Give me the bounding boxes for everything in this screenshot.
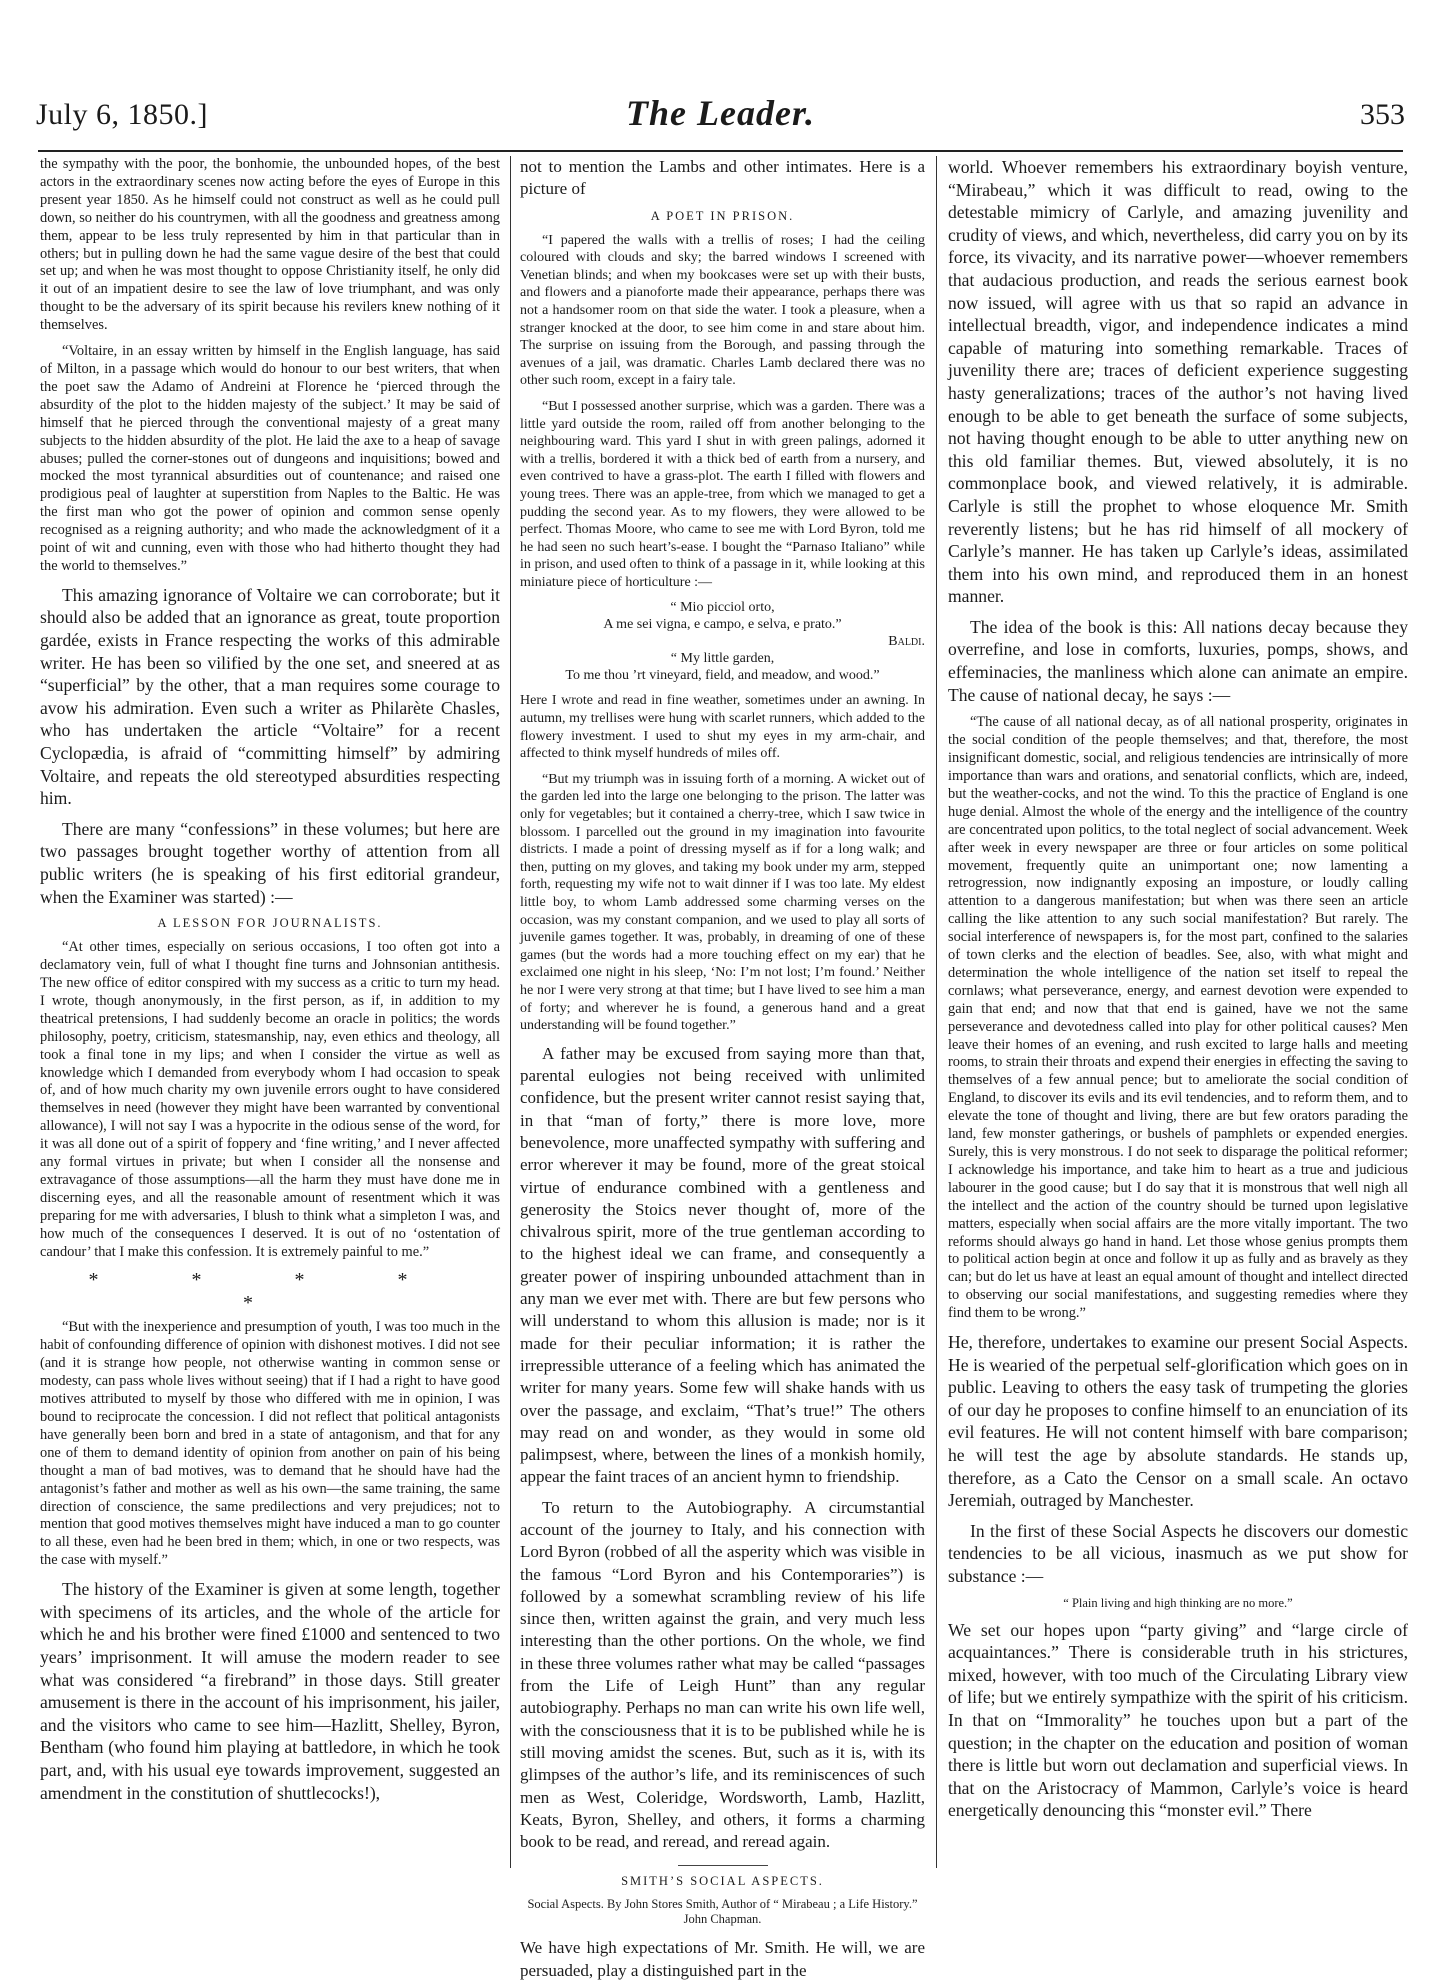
verse-line: “ My little garden, bbox=[670, 651, 775, 667]
quoted-passage: “At other times, especially on serious occasions, I too often got into a declamatory vein, full of what I thought fine turns and Johnsonian antithesis. The new office of editor conspired with my success as a critic to turn my head. I wrote, though anonymously, in the first person, as if, in addition to my theatrical pretensions, I had suddenly become an oracle in politics; the words philosophy, poetry, criticism, statesmanship, nay, even ethics and theology, all took a final tone in my lips; and when I consider the virtue as well as knowledge which I demanded from everybody whom I had occasion to speak of, and of how much charity my own juvenile errors ought to have considered themselves in need (however they might have been warranted by conventional allowance), I will not say I was a hypocrite in the odious sense of the word, for it was all done out of a spirit of foppery and ‘fine writing,’ and I never affected any formal virtues in private; but when I consider all the nonsense and extravagance of those assumptions—all the harm they must have done me in discerning eyes, and all the reasonable amount of resentment which it was preparing for me with adversaries, I blush to think what a simpleton I was, and how much of the consequences I deserved. It is out of no ‘ostentation of candour’ that I make this confession. It is extremely painful to me.” bbox=[40, 939, 500, 1260]
masthead-title: The Leader. bbox=[626, 93, 815, 133]
body-paragraph: We set our hopes upon “party giving” and “large circle of acquaintances.” There is considerable truth in his strictures, mixed, however, with too much of the Circulating Library view of life; but we entirely sympathize with the spirit of his criticism. In that on “Immorality” he touches upon but a part of the question; in the chapter on the education and position of woman there is little but worn out declamation and superficial views. In that on the Aristocracy of Mammon, Carlyle’s voice is heard energetically denouncing this “monster evil.” There bbox=[948, 1619, 1408, 1821]
quoted-passage: Here I wrote and read in fine weather, sometimes under an awning. In autumn, my trellises were hung with scarlet runners, which added to the flowery investment. I used to shut my eyes in my arm-chair, and affected to think myself hundreds of miles off. bbox=[520, 693, 925, 762]
header-rule bbox=[38, 150, 1403, 152]
quoted-passage: the sympathy with the poor, the bonhomie, the unbounded hopes, of the best actors in the extraordinary scenes now acting before the eyes of Europe in this present year 1850. As he himself could not construct as well as he could pull down, so neither do his countrymen, with all the goodness and greatness among them, appear to be less truly represented by him in that particular than in others; but in pulling down he had the same vague desire of the best that could set up; and when he was most thought to oppose Christianity itself, he only did it out of an impatient desire to see the law of love triumphant, and was only thought to be the adversary of its spirit because his revilers knew nothing of it themselves. bbox=[40, 156, 500, 334]
body-paragraph: There are many “confessions” in these volumes; but here are two passages brought together worthy of attention from all public writers (he is speaking of his first editorial grandeur, when the Examiner was started) :— bbox=[40, 818, 500, 907]
verse-block bbox=[520, 599, 925, 684]
body-paragraph: world. Whoever remembers his extraordinary boyish venture, “Mirabeau,” which it was difficult to read, owing to the detestable mimicry of Carlyle, and amazing juvenility and crudity of views, and which, nevertheless, did carry you on by its force, its vivacity, and its narrative power—whoever remembers that audacious production, and reads the serious earnest book now issued, will agree with us that so rapid an advance in intellectual breadth, vigor, and independence indicates a mind capable of maturing into something remarkable. Traces of juvenility there are; traces of deficient experience suggesting hasty generalizations; traces of the author’s not having lived enough to be able to get beneath the surface of some subjects, not having thought enough to be able to utter anything new on this old familiar themes. But, viewed absolutely, it is no commonplace book, and viewed relatively, it is admirable. Carlyle is still the prophet to whose eloquence Mr. Smith reverently listens; but he has rid himself of all mockery of Carlyle’s manner. He has taken up Carlyle’s ideas, assimilated them into his own mind, and reproduced them in an honest manner. bbox=[948, 157, 1408, 607]
body-paragraph: We have high expectations of Mr. Smith. He will, we are persuaded, play a distinguished part in the bbox=[520, 1938, 925, 1980]
page-number: 353 bbox=[1360, 98, 1405, 131]
body-paragraph: In the first of these Social Aspects he discovers our domestic tendencies to be all vicious, inasmuch as we put show for substance :— bbox=[948, 1520, 1408, 1586]
section-heading: A POET IN PRISON. bbox=[650, 208, 795, 223]
body-paragraph: This amazing ignorance of Voltaire we can corroborate; but it should also be added that an ignorance as great, toute proportion gardée, exists in France respecting the works of this admirable writer. He has been so vilified by the one set, and sneered at as “superficial” by the other, that a man requires some courage to avow his admiration. Even such a writer as Philarète Chasles, who has undertaken the article “Voltaire” for a recent Cyclopædia, is afraid of “committing himself” by admiring Voltaire, and repeats the old stereotyped absurdities respecting him. bbox=[40, 584, 500, 809]
column-1 bbox=[40, 156, 500, 1868]
quoted-passage: “Voltaire, in an essay written by himself in the English language, has said of Milton, in a passage which would do honour to our best writers, that when the poet saw the Adamo of Andreini at Florence he ‘pierced through the absurdity of the plot to the hidden majesty of the subject.’ It may be said of himself that he pierced through the conventional majesty of a great many subjects to the hidden absurdity of the plot. He laid the axe to a heap of savage abuses; pulled the corner-stones out of dungeons and inquisitions; bowed and mocked the most tyrannical absurdities out of countenance; and raised one prodigious peal of laughter at superstition from Naples to the Baltic. He was the first man who got the power of opinion and common sense openly recognised as a reigning authority; and who made the acknowledgment of it a point of wit and cunning, even with those who had hitherto thought they had the world to themselves.” bbox=[40, 343, 500, 574]
body-paragraph: not to mention the Lambs and other intimates. Here is a picture of bbox=[520, 157, 925, 199]
section-divider bbox=[678, 1865, 768, 1866]
quoted-passage: “But my triumph was in issuing forth of a morning. A wicket out of the garden led into the large one belonging to the prison. The latter was only for vegetables; but it contained a cherry-tree, which I saw twice in blossom. I parcelled out the ground in my imagination into favourite districts. I made a point of dressing myself as if for a long walk; and then, putting on my gloves, and taking my book under my arm, stepped forth, requesting my wife not to wait dinner if I was too late. My eldest little boy, to whom Lamb addressed some charming verses on the occasion, was my constant companion, and we used to play all sorts of juvenile games together. It was, probably, in dreaming of one of these games (but the words had a more touching effect on my ear) that he exclaimed one night in his sleep, ‘No: I’m not lost; I’m found.’ Neither he nor I were very strong at that time; but I have lived to see him a man of forty; and wherever he is found, a generous hand and a great understanding will be found together.” bbox=[520, 771, 925, 1034]
review-heading: SMITH’S SOCIAL ASPECTS. bbox=[621, 1874, 824, 1889]
verse-line: “ Mio picciol orto, bbox=[670, 600, 775, 616]
body-paragraph: A father may be excused from saying more than that, parental eulogies not being received with unlimited confidence, but the present writer cannot resist saying that, in that “man of forty,” there is more love, more benevolence, more unaffected sympathy with suffering and error wherever it may be found, more of the great stoical virtue of endurance combined with a gentleness and generosity the Stoics never thought of, more of the chivalrous spirit, more of the true gentleman according to to the highest ideal we can frame, and consequently a greater power of inspiring unbounded attachment than in any man we ever met with. There are but few persons who will understand to whom this allusion is made; nor is it made for their peculiar information; it is rather the irrepressible utterance of a feeling which has animated the writer for many years. Some few will shake hands with us over the passage, and exclaim, “That’s true!” The others may read on and wonder, as they would in some old palimpsest, where, between the lines of a monkish homily, appear the faint traces of an ancient hymn to friendship. bbox=[520, 1043, 925, 1487]
body-paragraph: To return to the Autobiography. A circumstantial account of the journey to Italy, and his connection with Lord Byron (robbed of all the asperity which was visible in the famous “Lord Byron and his Contemporaries”) is followed by a somewhat scrambling review of his life since then, written against the grain, and very much less interesting than the other portions. On the whole, we find in these three volumes rather what may be called “passages from the Life of Leigh Hunt” than any regular autobiography. Perhaps no man can write his own life well, with the consciousness that it is to be published while he is still moving amidst the scenes. But, such as it is, with its glimpses of the author’s life, and its reminiscences of such men as West, Coleridge, Wordsworth, Lamb, Hazlitt, Keats, Byron, Shelley, and others, it forms a charming book to be read, and reread, and reread again. bbox=[520, 1497, 925, 1852]
column-3 bbox=[948, 156, 1408, 1868]
column-divider-1 bbox=[510, 156, 511, 1868]
verse-line: A me sei vigna, e campo, e selva, e prato.” bbox=[603, 617, 842, 633]
verse-line: To me thou ’rt vineyard, field, and meadow, and wood.” bbox=[565, 668, 880, 684]
quoted-passage: “The cause of all national decay, as of all national prosperity, originates in the social condition of the people themselves; and that, therefore, the most insignificant domestic, social, and religious tendencies are intrinsically of more importance than wars and orations, and senatorial conflicts, which are, indeed, but the weather-cocks, and not the wind. To this the practice of England is one huge denial. Almost the whole of the energy and the intelligence of the country are concentrated upon politics, to the total neglect of social advancement. Week after week in every newspaper are three or four articles on some political movement, frequently quite an unimportant one; now lamenting a retrogression, now indignantly exposing an imposture, or loudly calling attention to a dangerous manifestation; but when was there seen an article calling the like attention to any such social manifestation? But rarely. The social interference of newspapers is, for the most part, confined to the salaries of town clerks and the election of beadles. See, also, with what might and determination the whole intelligence of the nation set itself to repeal the cornlaws; what perseverance, energy, and earnest devotion were expended to gain that end; and now that that end is gained, have we not the same perseverance and devotedness called into play for other political causes? Men leave their homes of an evening, and rush excited to large halls and meeting rooms, to strain their throats and expend their energies in effecting the saving to themselves of a few annual pence; but to ameliorate the social condition of England, to discover its evils and its evil tendencies, and to reform them, and to elevate the tone of thought and living, there are but few orators parading the land, few monster gatherings, or bushels of pamphlets or expended energies. Surely, this is very monstrous. I do not seek to disparage the political reformer; I acknowledge his importance, and take him to heart as a true and judicious labourer in the good cause; but I do say that it is monstrous that well nigh all the intellect and the action of the country should be turned upon legislative matters, especially when social affairs are the more vitally important. The two reforms should always go hand in hand. Let those whose genius prompts them to political action begin at once and follow it up as fully and as bravely as they can; but do let us have at least an equal amount of thought and intellect directed to observing our social manifestations, and suggesting remedies where they find them to be wrong.” bbox=[948, 714, 1408, 1322]
quoted-passage: “I papered the walls with a trellis of roses; I had the ceiling coloured with clouds and sky; the barred windows I screened with Venetian blinds; and when my bookcases were set up with their busts, and flowers and a pianoforte made their appearance, perhaps there was not a handsomer room on that side the water. I took a pleasure, when a stranger knocked at the door, to see him come in and stare about him. The surprise on issuing from the Borough, and passing through the avenues of a jail, was dramatic. Charles Lamb declared there was no other such room, except in a fairy tale. bbox=[520, 232, 925, 389]
body-paragraph: The history of the Examiner is given at some length, together with specimens of its articles, and the whole of the article for which he and his brother were fined £1000 and sentenced to two years’ imprisonment. It will amuse the modern reader to see what was considered “a firebrand” in those days. Still greater amusement is there in the account of his imprisonment, his jailer, and the visitors who came to see him—Hazlitt, Shelley, Byron, Bentham (who found him playing at battledore, in which he took part, and, with his usual eye towards improvement, suggested an amendment in the constitution of shuttlecocks!), bbox=[40, 1579, 500, 1803]
column-divider-2 bbox=[936, 156, 937, 1868]
quoted-passage: “But I possessed another surprise, which was a garden. There was a little yard outside the room, railed off from another belonging to the neighbouring ward. This yard I shut in with green palings, adorned it with a trellis, bordered it with a thick bed of earth from a nursery, and even contrived to have a grass-plot. The earth I filled with flowers and young trees. There was an apple-tree, from which we managed to get a pudding the second year. As to my flowers, they were allowed to be perfect. Thomas Moore, who came to see me with Lord Byron, told me he had seen no such heart’s-ease. I bought the “Parnaso Italiano” while in prison, and used often to think of a passage in it, while looking at this miniature piece of horticulture :— bbox=[520, 398, 925, 590]
asterism: * * * * * bbox=[88, 1269, 452, 1315]
book-citation: Social Aspects. By John Stores Smith, Author of “ Mirabeau ; a Life History.” John Chapman. bbox=[527, 1897, 918, 1927]
page-header bbox=[36, 92, 1405, 144]
body-paragraph: He, therefore, undertakes to examine our present Social Aspects. He is wearied of the perpetual self-glorification which goes on in public. Leaving to others the easy task of trumpeting the glories of our day he proposes to confine himself to an enunciation of its evil features. He will not content himself with bare comparison; he will test the age by absolute standards. He stands up, therefore, as a Cato the Censor on a small scale. An octavo Jeremiah, outraged by Manchester. bbox=[948, 1332, 1408, 1511]
body-paragraph: The idea of the book is this: All nations decay because they overrefine, and lose in comforts, luxuries, pomps, shows, and effeminacies, the manliness which alone can animate an empire. The cause of national decay, he says :— bbox=[948, 616, 1408, 705]
section-heading: A LESSON FOR JOURNALISTS. bbox=[157, 916, 383, 931]
issue-date: July 6, 1850.] bbox=[36, 98, 208, 131]
verse-attribution: Baldi. bbox=[888, 634, 925, 650]
quoted-passage: “But with the inexperience and presumption of youth, I was too much in the habit of confounding difference of opinion with dishonest motives. I did not see (and it is strange how people, not otherwise wanting in common sense or modesty, can pass whole lives without seeing) that if I had a right to have good motives attributed to myself by those who differed with me in opinion, I was bound to reciprocate the concession. I did not reflect that political antagonists have generally been born and bred in a state of antagonism, and that for any one of them to demand identity of opinion from another on pain of his being thought a man of bad motives, was to demand that he should have had the antagonist’s father and mother as well as his own—the same training, the same direction of conscience, the same predilections and very prejudices; not to mention that good motives themselves might have induced a man to go counter to all these, even had he been bred in them; which, in one or two respects, was the case with myself.” bbox=[40, 1319, 501, 1569]
column-2 bbox=[520, 156, 925, 1980]
epigraph: “ Plain living and high thinking are no more.” bbox=[1063, 1595, 1293, 1610]
